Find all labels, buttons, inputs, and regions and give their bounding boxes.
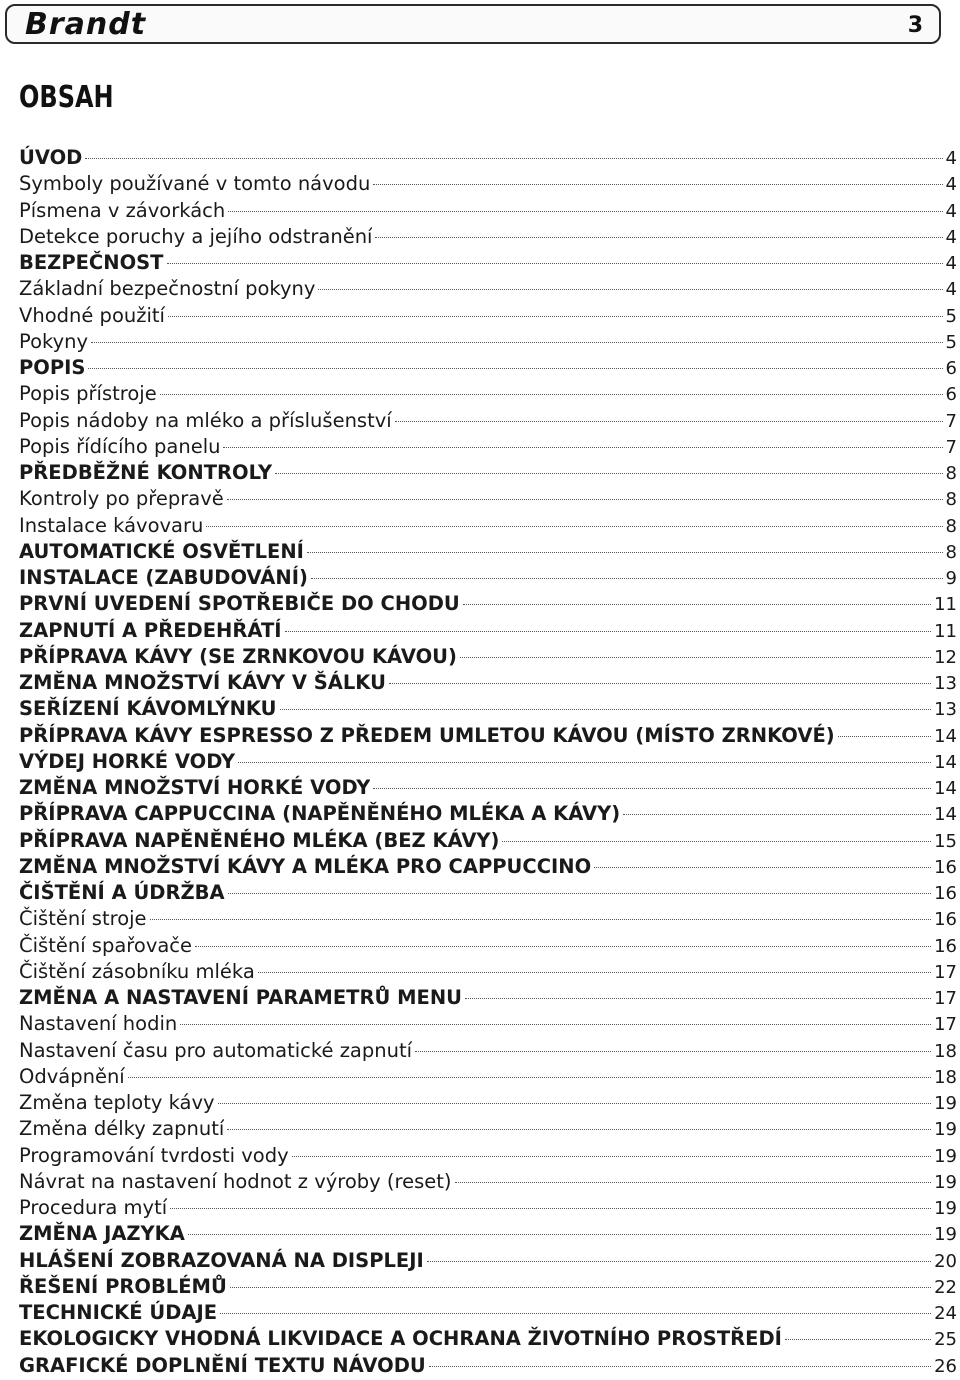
toc-entry [19,1064,957,1090]
toc-entry [19,224,957,250]
toc-entry-page: 4 [945,279,957,301]
toc-dot-leader [465,998,931,999]
toc-dot-leader [227,499,943,500]
toc-dot-leader [455,1182,932,1183]
toc-dot-leader [395,421,943,422]
toc-entry-label: HLÁŠENÍ ZOBRAZOVANÁ NA DISPLEJI [19,1248,424,1272]
toc-entry-label: AUTOMATICKÉ OSVĚTLENÍ [19,539,304,563]
toc-entry [19,591,957,617]
toc-entry-page: 4 [945,200,957,222]
toc-entry [19,171,957,197]
toc-entry-label: VÝDEJ HORKÉ VODY [19,749,236,773]
toc-entry-label: PŘÍPRAVA KÁVY ESPRESSO Z PŘEDEM UMLETOU KÁVOU (MÍSTO ZRNKOVÉ) [19,723,835,747]
toc-entry [19,1195,957,1221]
toc-entry [19,1169,957,1195]
toc-entry-label: INSTALACE (ZABUDOVÁNÍ) [19,566,308,589]
toc-entry [19,618,957,644]
toc-entry [19,198,957,224]
page-number: 3 [907,13,923,38]
toc-entry-page: 11 [934,620,957,642]
toc-dot-leader [188,1234,931,1235]
toc-dot-leader [623,814,931,815]
toc-entry [19,670,957,696]
toc-entry-page: 13 [934,673,957,694]
toc-dot-leader [318,289,942,290]
toc-entry [19,1116,957,1142]
toc-entry-label: EKOLOGICKY VHODNÁ LIKVIDACE A OCHRANA ŽIVOTNÍHO PROSTŘEDÍ [19,1327,782,1351]
toc-dot-leader [168,316,943,317]
toc-entry-page: 5 [945,331,957,353]
toc-dot-leader [160,394,943,395]
toc-entry [19,854,957,880]
toc-entry-page: 4 [945,148,957,169]
toc-dot-leader [167,263,943,264]
toc-dot-leader [238,762,931,763]
toc-entry [19,434,957,460]
toc-entry [19,1326,957,1352]
toc-entry-page: 6 [945,384,957,406]
toc-entry-page: 6 [945,358,957,379]
toc-entry [19,381,957,407]
toc-entry-label: PŘEDBĚŽNÉ KONTROLY [19,461,273,484]
toc-entry-label: ZMĚNA JAZYKA [19,1222,185,1246]
toc-entry [19,460,957,486]
toc-entry-label: ZAPNUTÍ A PŘEDEHŘÁTÍ [19,618,282,642]
toc-entry-page: 8 [945,515,957,537]
toc-entry-page: 8 [945,489,957,511]
toc-entry-page: 4 [945,174,957,196]
toc-dot-leader [91,342,943,343]
toc-dot-leader [258,972,931,973]
toc-entry-page: 11 [934,594,957,616]
toc-entry-page: 7 [945,410,957,432]
toc-entry [19,539,957,565]
toc-entry-label: BEZPEČNOST [19,251,164,274]
toc-entry-page: 22 [934,1276,957,1298]
toc-entry-label: PŘÍPRAVA NAPĚNĚNÉHO MLÉKA (BEZ KÁVY) [19,828,500,852]
toc-entry-label: Popis nádoby na mléko a příslušenství [19,408,392,432]
toc-entry-page: 24 [934,1303,957,1324]
toc-entry-label: ZMĚNA MNOŽSTVÍ HORKÉ VODY [19,776,371,799]
toc-entry [19,250,957,276]
toc-entry-label: Čištění stroje [19,907,147,931]
toc-dot-leader [88,368,942,369]
toc-entry [19,1090,957,1116]
toc-dot-leader [375,237,942,238]
toc-dot-leader [594,867,931,868]
toc-entry-page: 4 [945,226,957,248]
toc-entry-label: Popis řídícího panelu [19,434,221,458]
toc-entry-label: PŘÍPRAVA CAPPUCCINA (NAPĚNĚNÉHO MLÉKA A KÁVY) [19,802,621,826]
table-of-contents [19,145,957,1379]
toc-dot-leader [170,1208,931,1209]
toc-entry [19,828,957,854]
toc-entry-label: Nastavení hodin [19,1012,178,1036]
toc-entry-page: 18 [934,1066,957,1088]
toc-dot-leader [206,526,942,527]
toc-entry-page: 19 [934,1171,957,1193]
toc-dot-leader [280,709,932,710]
toc-dot-leader [427,1261,931,1262]
toc-entry-page: 5 [945,305,957,327]
toc-entry-page: 12 [934,646,957,668]
toc-dot-leader [415,1051,931,1052]
toc-dot-leader [228,211,942,212]
toc-entry [19,749,957,775]
toc-entry-label: Instalace kávovaru [19,513,204,537]
toc-entry-label: Změna délky zapnutí [19,1117,225,1141]
toc-entry [19,486,957,512]
toc-entry-page: 8 [945,541,957,563]
toc-dot-leader [220,1313,931,1314]
toc-entry-page: 19 [934,1119,957,1141]
toc-entry-label: Písmena v závorkách [19,198,226,222]
toc-entry-label: SEŘÍZENÍ KÁVOMLÝNKU [19,697,277,721]
toc-entry-page: 20 [934,1250,957,1272]
toc-entry-page: 14 [934,751,957,773]
page-header [5,4,941,44]
toc-entry-label: Čištění zásobníku mléka [19,959,255,983]
toc-entry-label: Odvápnění [19,1064,125,1088]
toc-entry-label: Popis přístroje [19,382,157,406]
toc-dot-leader [838,736,931,737]
toc-entry [19,906,957,932]
toc-entry-label: ČIŠTĚNÍ A ÚDRŽBA [19,881,225,904]
toc-entry-page: 17 [934,1014,957,1036]
toc-entry-label: ZMĚNA A NASTAVENÍ PARAMETRŮ MENU [19,986,462,1009]
toc-entry [19,1038,957,1064]
toc-entry-label: Programování tvrdosti vody [19,1143,289,1167]
toc-dot-leader [373,184,942,185]
toc-entry [19,801,957,827]
toc-dot-leader [275,473,942,474]
toc-dot-leader [307,552,943,553]
toc-dot-leader [150,919,932,920]
toc-dot-leader [785,1339,931,1340]
toc-entry [19,276,957,302]
toc-entry [19,775,957,801]
toc-entry-label: ZMĚNA MNOŽSTVÍ KÁVY V ŠÁLKU [19,671,386,694]
toc-entry-label: Základní bezpečnostní pokyny [19,277,316,301]
toc-entry-label: Návrat na nastavení hodnot z výroby (reset) [19,1169,452,1193]
toc-entry-label: Symboly používané v tomto návodu [19,172,371,196]
toc-entry-page: 9 [945,568,957,589]
toc-dot-leader [292,1156,931,1157]
toc-dot-leader [195,946,931,947]
toc-entry [19,513,957,539]
toc-entry-label: GRAFICKÉ DOPLNĚNÍ TEXTU NÁVODU [19,1353,426,1377]
toc-entry [19,1011,957,1037]
toc-dot-leader [128,1077,931,1078]
toc-entry-label: Čištění spařovače [19,933,193,957]
toc-entry [19,1300,957,1326]
toc-entry [19,1248,957,1274]
toc-dot-leader [460,657,931,658]
toc-entry [19,565,957,591]
toc-entry-page: 14 [934,778,957,799]
toc-entry-page: 16 [934,935,957,957]
toc-entry [19,329,957,355]
toc-dot-leader [218,1103,932,1104]
toc-entry [19,959,957,985]
toc-entry-page: 4 [945,253,957,274]
toc-entry [19,1143,957,1169]
toc-entry-label: ZMĚNA MNOŽSTVÍ KÁVY A MLÉKA PRO CAPPUCCINO [19,854,592,878]
toc-entry-page: 8 [945,463,957,484]
toc-entry [19,1221,957,1247]
toc-entry [19,880,957,906]
toc-entry-page: 19 [934,1093,957,1114]
toc-dot-leader [228,893,931,894]
toc-entry-label: ŘEŠENÍ PROBLÉMŮ [19,1274,227,1298]
toc-entry-page: 18 [934,1040,957,1062]
toc-entry-label: Nastavení času pro automatické zapnutí [19,1038,413,1062]
toc-entry-label: Vhodné použití [19,303,165,327]
toc-entry-page: 26 [934,1355,957,1377]
toc-dot-leader [463,604,931,605]
toc-dot-leader [223,447,942,448]
toc-entry-label: TECHNICKÉ ÚDAJE [19,1301,218,1324]
toc-entry-label: Procedura mytí [19,1196,168,1219]
brand-logo: Brandt [25,7,147,42]
toc-dot-leader [389,683,931,684]
toc-entry-label: POPIS [19,356,86,379]
toc-dot-leader [285,631,932,632]
toc-entry [19,303,957,329]
toc-entry [19,355,957,381]
toc-entry-page: 19 [934,1224,957,1246]
toc-entry-label: PRVNÍ UVEDENÍ SPOTŘEBIČE DO CHODU [19,592,460,616]
toc-entry-label: Změna teploty kávy [19,1091,215,1114]
toc-dot-leader [311,578,943,579]
toc-entry-page: 16 [934,883,957,904]
toc-entry-page: 17 [934,961,957,983]
toc-entry-label: Pokyny [19,329,89,353]
toc-entry-page: 14 [934,725,957,747]
toc-entry-page: 13 [934,699,957,721]
toc-entry-label: Kontroly po přepravě [19,487,224,511]
toc-entry [19,644,957,670]
toc-entry [19,1274,957,1300]
toc-title: OBSAH [19,80,114,115]
toc-entry [19,723,957,749]
toc-entry [19,933,957,959]
toc-dot-leader [85,158,942,159]
toc-entry [19,985,957,1011]
toc-entry [19,696,957,722]
toc-entry-page: 14 [934,804,957,826]
toc-entry-label: ÚVOD [19,146,83,169]
toc-dot-leader [502,841,931,842]
toc-entry-page: 7 [945,436,957,458]
toc-entry-label: Detekce poruchy a jejího odstranění [19,224,373,248]
toc-entry-label: PŘÍPRAVA KÁVY (SE ZRNKOVOU KÁVOU) [19,644,457,668]
toc-entry-page: 15 [934,830,957,852]
toc-entry-page: 16 [934,856,957,878]
toc-entry [19,145,957,171]
toc-entry [19,408,957,434]
toc-entry-page: 19 [934,1145,957,1167]
toc-dot-leader [230,1287,931,1288]
toc-dot-leader [373,788,931,789]
toc-dot-leader [227,1129,931,1130]
toc-entry-page: 17 [934,988,957,1009]
toc-entry-page: 25 [934,1329,957,1351]
toc-dot-leader [180,1024,931,1025]
toc-entry [19,1353,957,1379]
toc-dot-leader [429,1366,931,1367]
toc-entry-page: 19 [934,1198,957,1219]
toc-entry-page: 16 [934,909,957,931]
